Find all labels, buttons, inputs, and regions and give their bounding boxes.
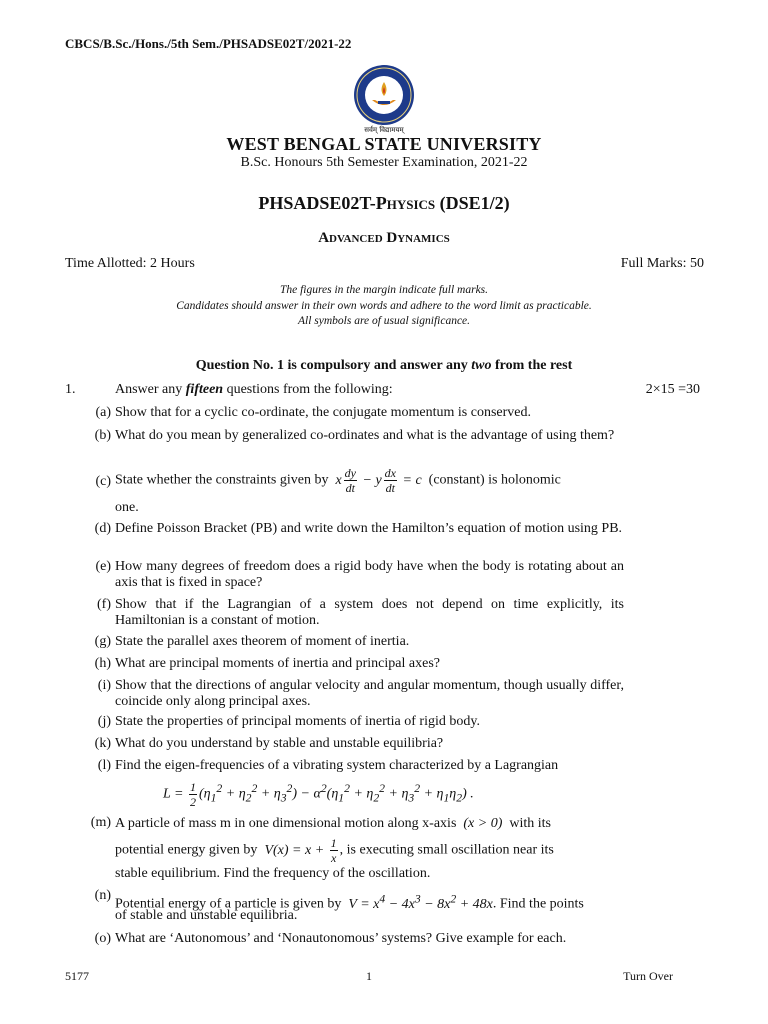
potential-equation: V(x) = x + $\frac{1}{x}$ bbox=[260, 836, 337, 865]
paper-code: PHSADSE02T- bbox=[258, 193, 376, 213]
footer-code: 5177 bbox=[65, 969, 89, 983]
item-label: (f) bbox=[97, 597, 111, 612]
lagrangian-equation: L = $\frac{1}{2}$ $(\eta_1^2 + \eta_2^2 + \eta_3^2) - \alpha^2(\eta_1^2 + \eta_2^2 + \eta_3^2 + \eta_1\eta_2)$ . bbox=[163, 780, 474, 809]
item-label: (g) bbox=[94, 634, 111, 649]
question-item: What are ‘Autonomous’ and ‘Nonautonomous’ systems? Give example for each. bbox=[115, 931, 567, 946]
question-item: A particle of mass m in one dimensional motion along x-axis (x > 0) with its bbox=[115, 816, 552, 831]
question-intro: Answer any fifteen questions from the following: bbox=[115, 382, 393, 397]
question-item: State the parallel axes theorem of moment of inertia. bbox=[115, 634, 410, 649]
item-label: (h) bbox=[94, 656, 111, 671]
question-item: State the properties of principal moments of inertia of rigid body. bbox=[115, 714, 480, 729]
item-label: (o) bbox=[94, 931, 111, 946]
item-label: (m) bbox=[90, 815, 111, 830]
instruction-line: The figures in the margin indicate full marks. bbox=[279, 284, 489, 296]
question-item: Define Poisson Bracket (PB) and write down the Hamilton’s equation of motion using PB. bbox=[115, 521, 623, 536]
paper-suffix: (DSE1/2) bbox=[435, 193, 510, 213]
instruction-line: Candidates should answer in their own words and adhere to the word limit as practicable. bbox=[176, 300, 592, 312]
paper-code-header: CBCS/B.Sc./Hons./5th Sem./PHSADSE02T/2021-22 bbox=[65, 36, 352, 51]
item-label: (c) bbox=[95, 474, 111, 489]
university-logo bbox=[348, 62, 420, 134]
question-item: Show that if the Lagrangian of a system does not depend on time explicitly, its Hamiltonian is a constant of motion. bbox=[115, 597, 624, 628]
question-item-continuation: one. bbox=[115, 500, 139, 515]
question-item: Show that for a cyclic co-ordinate, the conjugate momentum is conserved. bbox=[115, 405, 531, 420]
paper-title bbox=[0, 193, 768, 214]
item-label: (k) bbox=[94, 736, 111, 751]
item-label: (j) bbox=[97, 714, 111, 729]
item-label: (l) bbox=[97, 758, 111, 773]
domain-condition: (x > 0) bbox=[459, 816, 506, 831]
question-item-continuation: of stable and unstable equilibria. bbox=[115, 908, 298, 923]
instruction-line: All symbols are of usual significance. bbox=[297, 315, 471, 327]
question-item: What do you mean by generalized co-ordinates and what is the advantage of using them? bbox=[115, 428, 615, 443]
page-number: 1 bbox=[366, 969, 372, 983]
question-item: Potential energy of a particle is given by $V = x^4 - 4x^3 - 8x^2 + 48x$. Find the points bbox=[115, 892, 584, 912]
item-label: (a) bbox=[95, 405, 111, 420]
subject-title: Advanced Dynamics bbox=[318, 230, 450, 246]
question-item: How many degrees of freedom does a rigid body have when the body is rotating about an axis that is fixed in space? bbox=[115, 559, 624, 590]
question-marks: 2×15 =30 bbox=[645, 382, 700, 397]
university-name: WEST BENGAL STATE UNIVERSITY bbox=[226, 134, 542, 154]
full-marks: Full Marks: 50 bbox=[620, 256, 704, 271]
item-label: (b) bbox=[94, 428, 111, 443]
item-label: (e) bbox=[95, 559, 111, 574]
paper-subject: Physics bbox=[375, 193, 436, 213]
item-label: (n) bbox=[94, 888, 111, 903]
turn-over: Turn Over bbox=[623, 969, 673, 983]
exam-title: B.Sc. Honours 5th Semester Examination, 2021-22 bbox=[240, 155, 528, 170]
logo-motto: सर्वम् विद्यामयम् bbox=[364, 126, 404, 134]
item-label: (i) bbox=[97, 678, 111, 693]
constraint-equation: x $\frac{dy}{dt}$ − y $\frac{dx}{dt}$ = c bbox=[331, 466, 426, 495]
question-item-continuation: potential energy given by V(x) = x + $\frac{1}{x}$ , is executing small oscillation near its bbox=[115, 836, 554, 865]
question-item: State whether the constraints given by x $\frac{dy}{dt}$ − y $\frac{dx}{dt}$ = c (constant) is holonomic bbox=[115, 466, 561, 495]
time-allotted: Time Allotted: 2 Hours bbox=[65, 256, 195, 271]
question-item: What do you understand by stable and unstable equilibria? bbox=[115, 736, 444, 751]
item-label: (d) bbox=[94, 521, 111, 536]
question-heading: Question No. 1 is compulsory and answer any two from the rest bbox=[195, 358, 573, 373]
question-item: What are principal moments of inertia and principal axes? bbox=[115, 656, 440, 671]
potential-energy-equation: $V = x^4 - 4x^3 - 8x^2 + 48x$ bbox=[344, 892, 493, 912]
question-item: Show that the directions of angular velocity and angular momentum, though usually differ, coincide only along principal axes. bbox=[115, 678, 624, 709]
question-item: Find the eigen-frequencies of a vibrating system characterized by a Lagrangian bbox=[115, 758, 559, 773]
question-item-continuation: stable equilibrium. Find the frequency of the oscillation. bbox=[115, 866, 431, 881]
question-number: 1. bbox=[65, 382, 76, 397]
